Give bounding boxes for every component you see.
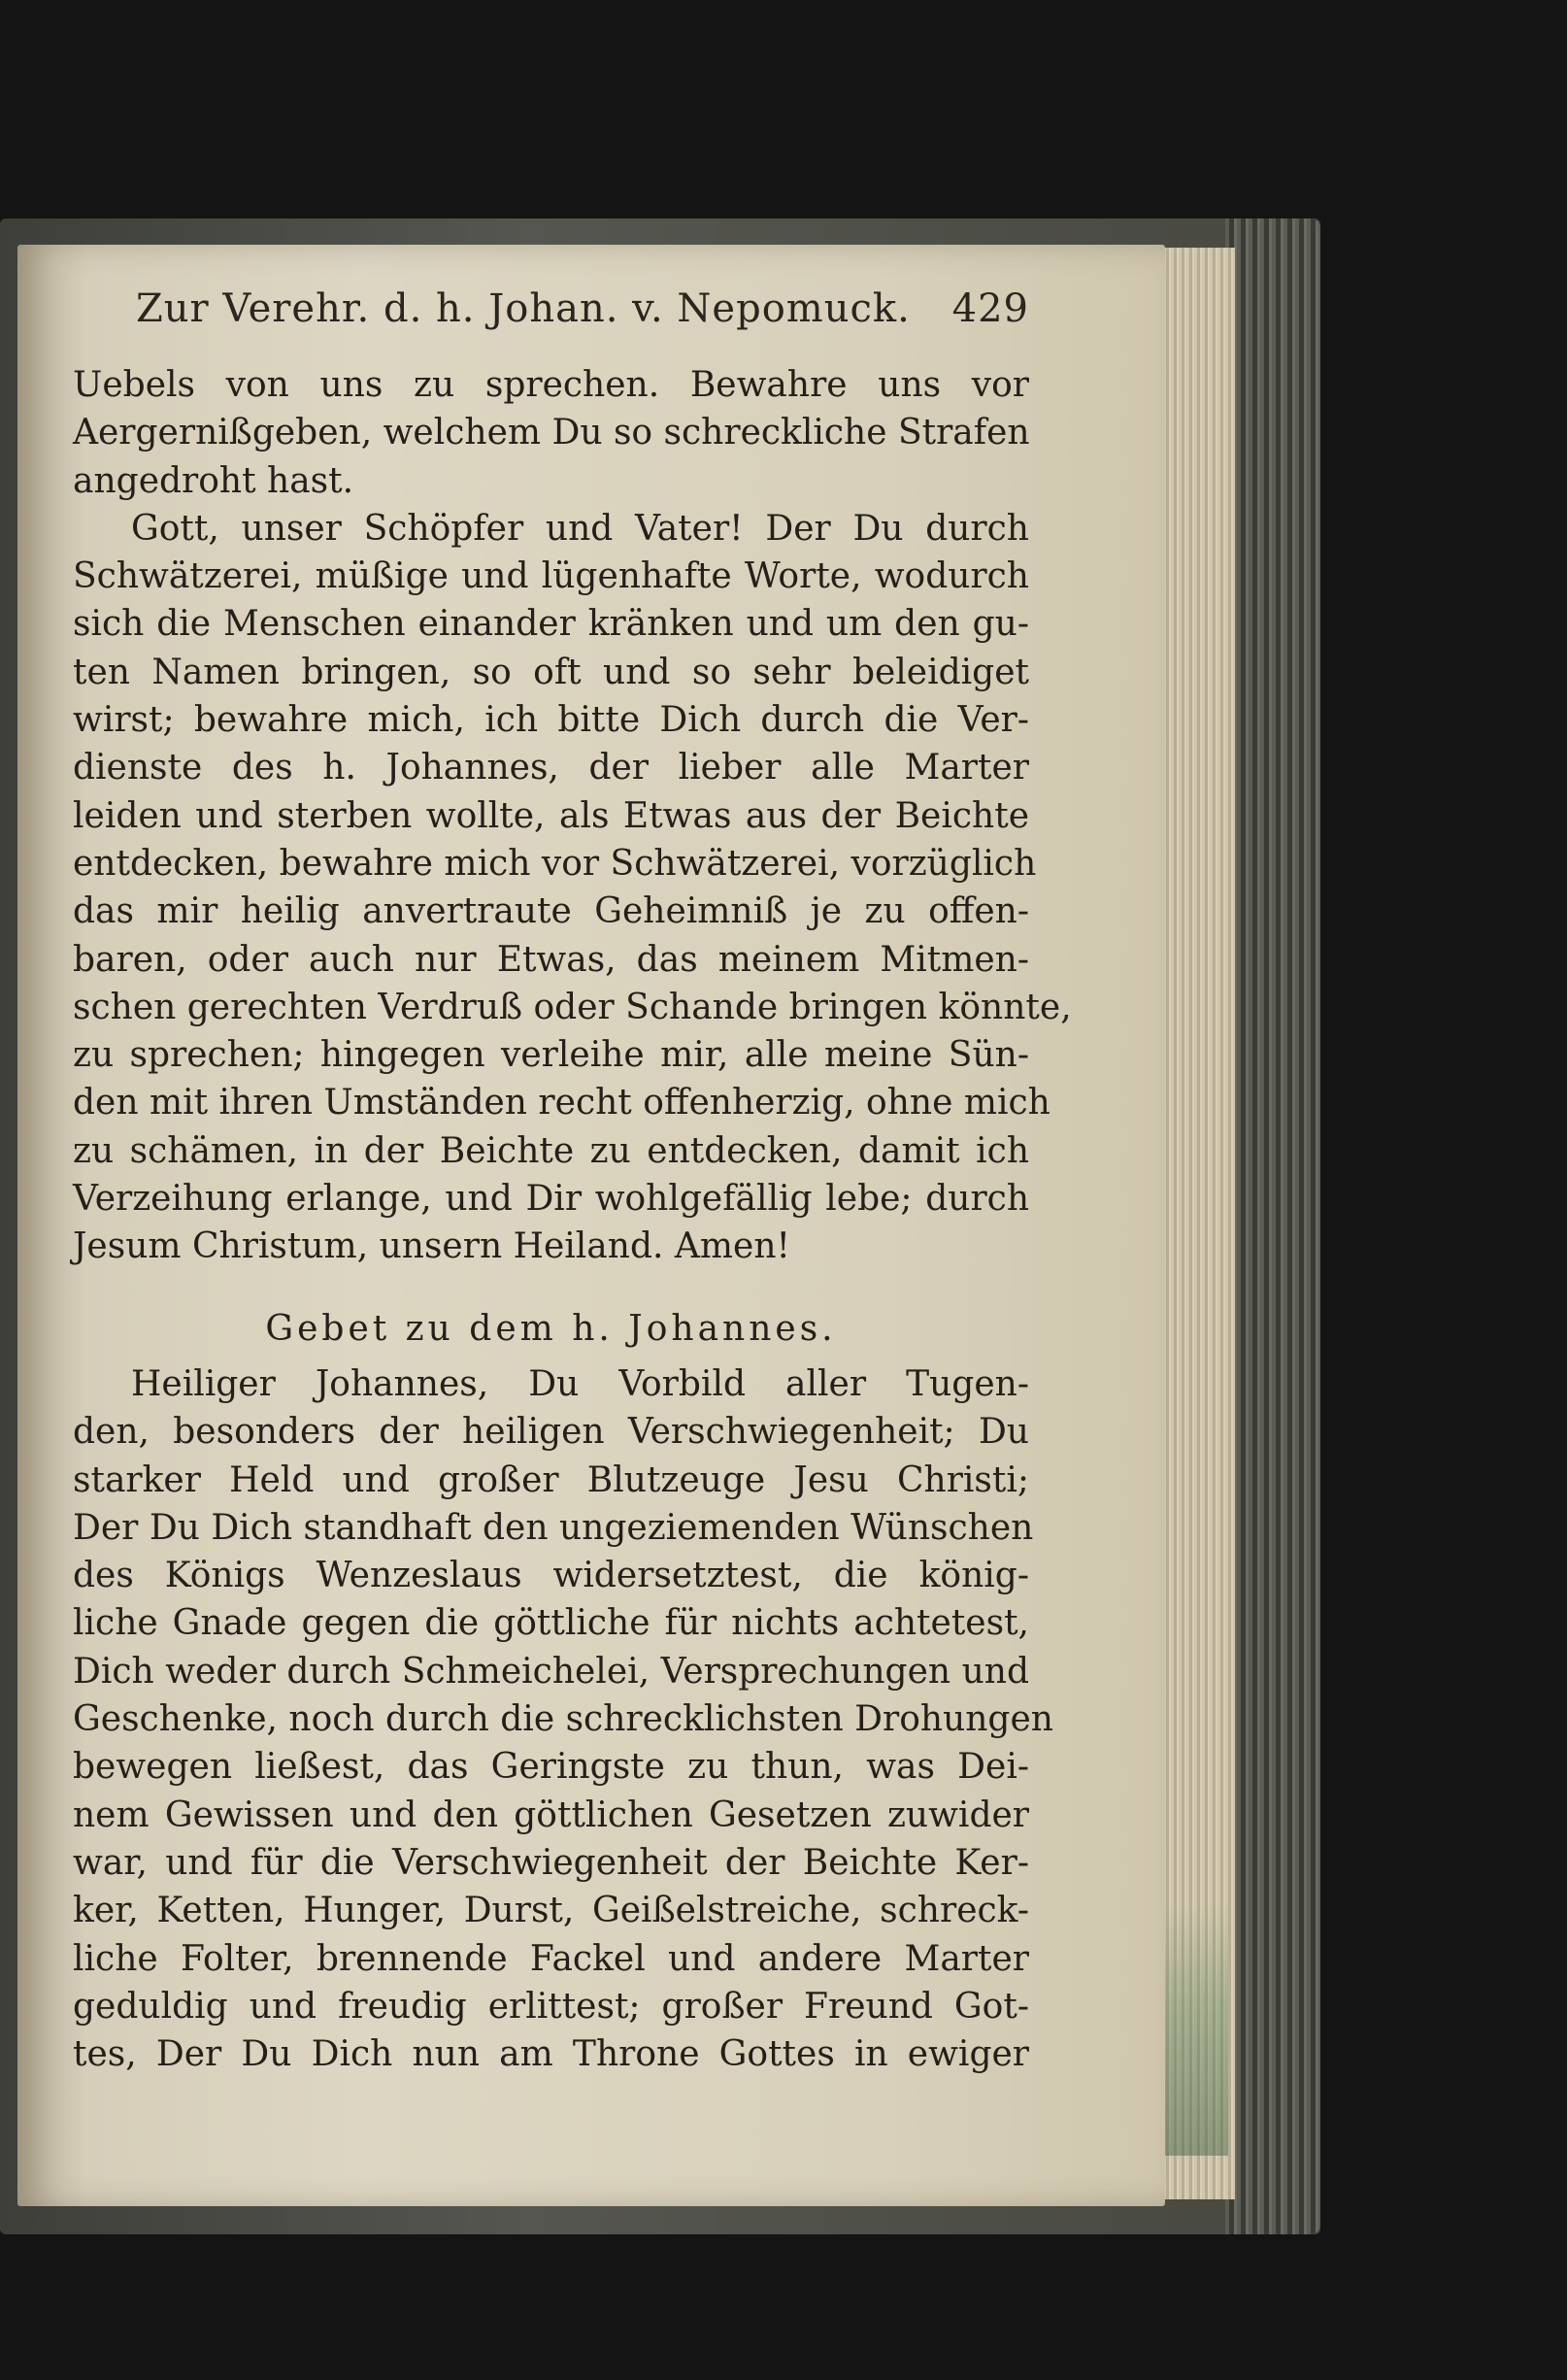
text-line: Uebels von uns zu sprechen. Bewahre uns vor	[73, 365, 1029, 405]
text-line: bewegen ließest, das Geringste zu thun, was Dei-	[73, 1747, 1029, 1788]
text-line: tes, Der Du Dich nun am Throne Gottes in ewiger	[73, 2034, 1029, 2075]
text-line: den, besonders der heiligen Verschwiegenheit; Du	[73, 1412, 1029, 1453]
text-line: sich die Menschen einander kränken und um den gu-	[73, 604, 1029, 645]
text-line: baren, oder auch nur Etwas, das meinem Mitmen-	[73, 939, 1029, 980]
text-line: entdecken, bewahre mich vor Schwätzerei, vorzüglich	[73, 843, 1037, 884]
text-line: geduldig und freudig erlittest; großer Freund Got-	[73, 1986, 1029, 2027]
text-line: liche Folter, brennende Fackel und andere Marter	[73, 1938, 1029, 1979]
text-line: liche Gnade gegen die göttliche für nichts achtetest,	[73, 1603, 1029, 1644]
text-line: nem Gewissen und den göttlichen Gesetzen zuwider	[73, 1794, 1029, 1835]
text-line: des Königs Wenzeslaus widersetztest, die könig-	[73, 1556, 1029, 1596]
page-number: 429	[951, 286, 1029, 331]
paragraph-2	[73, 505, 1072, 1271]
text-line: Schwätzerei, müßige und lügenhafte Worte, wodurch	[73, 556, 1029, 597]
text-line: Der Du Dich standhaft den ungeziemenden Wünschen	[73, 1507, 1034, 1548]
text-line: war, und für die Verschwiegenheit der Beichte Ker-	[73, 1842, 1029, 1883]
text-line: Gott, unser Schöpfer und Vater! Der Du durch	[131, 508, 1029, 549]
text-line: Dich weder durch Schmeichelei, Versprechungen und	[73, 1651, 1029, 1692]
text-line: schen gerechten Verdruß oder Schande bringen könnte,	[73, 987, 1072, 1027]
text-line: wirst; bewahre mich, ich bitte Dich durch die Ver-	[73, 700, 1029, 741]
book-edge	[1225, 218, 1320, 2234]
text-line: Verzeihung erlange, und Dir wohlgefällig lebe; durch	[73, 1179, 1029, 1220]
page-text	[73, 361, 1072, 2078]
text-line: ker, Ketten, Hunger, Durst, Geißelstreiche, schreck-	[73, 1891, 1029, 1931]
text-line: leiden und sterben wollte, als Etwas aus der Beichte	[73, 795, 1029, 836]
text-line: ten Namen bringen, so oft und so sehr beleidiget	[73, 652, 1029, 692]
page-edge-stain	[1160, 1903, 1228, 2156]
text-line: Aergernißgeben, welchem Du so schreckliche Strafen	[73, 413, 1030, 453]
text-line: Jesum Christum, unsern Heiland. Amen!	[73, 1226, 790, 1267]
text-line: das mir heilig anvertraute Geheimniß je zu offen-	[73, 891, 1029, 932]
text-line: angedroht hast.	[73, 460, 354, 501]
running-header	[136, 286, 1029, 335]
paragraph-3	[73, 1360, 1053, 2078]
text-line: Heiliger Johannes, Du Vorbild aller Tugen-	[131, 1363, 1029, 1404]
paragraph-1	[73, 361, 1029, 505]
text-line: starker Held und großer Blutzeuge Jesu Christi;	[73, 1459, 1029, 1500]
section-heading: Gebet zu dem h. Johannes.	[265, 1308, 837, 1349]
running-title: Zur Verehr. d. h. Johan. v. Nepomuck.	[136, 286, 911, 331]
text-line: Geschenke, noch durch die schrecklichsten Drohungen	[73, 1699, 1053, 1740]
text-line: zu sprechen; hingegen verleihe mir, alle meine Sün-	[73, 1035, 1029, 1076]
text-line: den mit ihren Umständen recht offenherzig, ohne mich	[73, 1083, 1050, 1123]
text-line: zu schämen, in der Beichte zu entdecken, damit ich	[73, 1130, 1029, 1171]
text-line: dienste des h. Johannes, der lieber alle Marter	[73, 748, 1029, 788]
